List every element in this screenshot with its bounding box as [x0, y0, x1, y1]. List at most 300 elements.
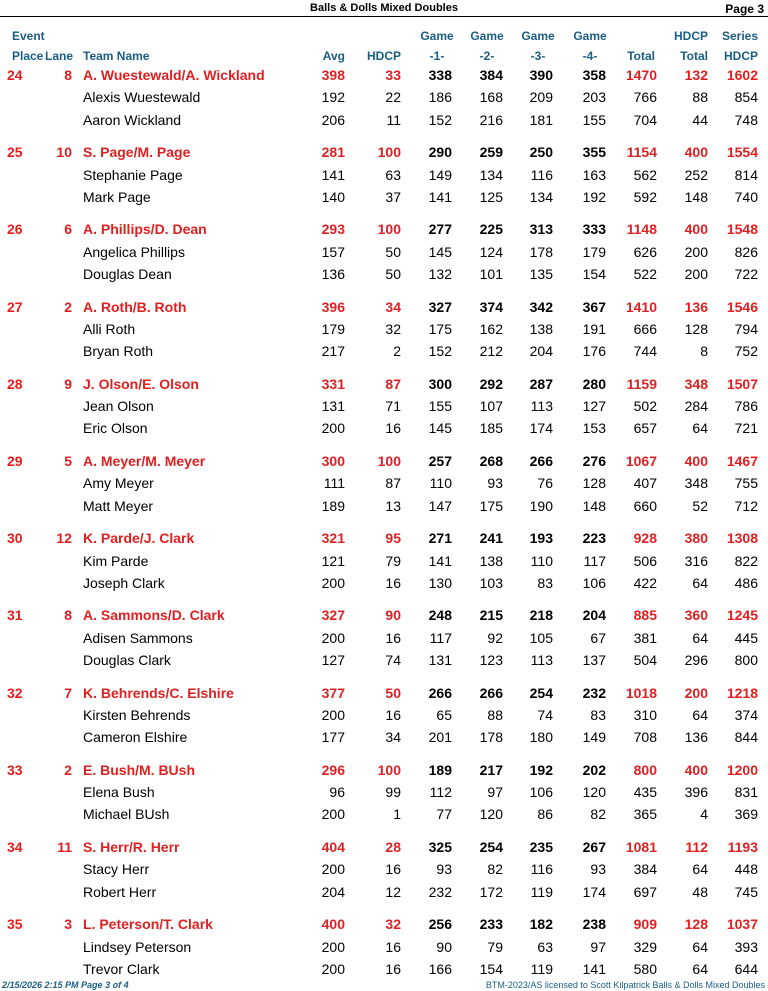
bowler-hdcp: 2: [393, 343, 401, 360]
bowler-row: [0, 783, 768, 805]
bowler-g4: 148: [582, 497, 606, 514]
bowler-g1: 152: [428, 111, 452, 128]
bowler-avg: 200: [321, 938, 345, 955]
bowler-g4: 127: [582, 398, 606, 415]
team-name: A. Sammons/D. Clark: [83, 607, 225, 624]
bowler-g3: 113: [530, 652, 553, 668]
bowler-total: 502: [633, 398, 657, 415]
team-hdcp-total: 136: [684, 298, 708, 315]
bowler-series: 748: [734, 111, 758, 128]
team-avg: 300: [321, 453, 345, 469]
col-game2-top: Game: [470, 29, 504, 43]
bowler-hdcp-total: 284: [684, 398, 708, 415]
team-place: 34: [7, 839, 23, 855]
bowler-g2: 175: [479, 497, 503, 514]
bowler-avg: 141: [321, 166, 345, 183]
team-g1: 271: [428, 530, 452, 547]
bowler-avg: 111: [323, 475, 345, 492]
team-g3: 250: [529, 144, 553, 161]
team-hdcp: 50: [385, 684, 401, 701]
team-place: 24: [7, 67, 23, 83]
bowler-hdcp: 32: [385, 320, 401, 337]
team-place: 31: [7, 607, 23, 624]
bowler-g2: 123: [479, 652, 503, 668]
bowler-row: [0, 651, 768, 673]
bowler-series: 374: [734, 706, 758, 723]
team-hdcp-total: 360: [684, 607, 708, 624]
bowler-series: 800: [734, 652, 758, 668]
team-place: 25: [7, 144, 23, 161]
bowler-g4: 67: [590, 629, 606, 646]
team-name: L. Peterson/T. Clark: [83, 916, 213, 933]
bowler-total: 592: [633, 188, 657, 205]
bowler-avg: 189: [321, 497, 345, 514]
bowler-hdcp-total: 64: [692, 938, 708, 955]
bowler-series: 854: [734, 89, 758, 106]
bowler-hdcp: 16: [385, 960, 401, 977]
team-hdcp-total: 128: [684, 916, 708, 933]
bowler-series: 826: [734, 243, 758, 260]
team-place: 29: [7, 453, 23, 469]
bowler-row: [0, 860, 768, 882]
bowler-g3: 190: [529, 497, 553, 514]
bowler-g1: 93: [436, 861, 452, 878]
team-g2: 241: [479, 530, 503, 547]
bowler-name: Stephanie Page: [83, 166, 183, 183]
team-g1: 277: [428, 221, 452, 238]
team-series: 1308: [726, 530, 758, 547]
bowler-g4: 153: [582, 420, 606, 437]
bowler-hdcp: 11: [386, 111, 401, 128]
bowler-hdcp-total: 200: [684, 266, 708, 282]
team-g4: 276: [582, 453, 606, 469]
team-hdcp: 33: [385, 67, 401, 83]
bowler-series: 712: [734, 497, 758, 514]
bowler-g1: 201: [428, 729, 452, 746]
bowler-hdcp: 16: [385, 706, 401, 723]
team-hdcp-total: 348: [684, 375, 708, 392]
col-team-name: Team Name: [83, 49, 150, 63]
team-g4: 238: [582, 916, 606, 933]
bowler-row: [0, 342, 768, 364]
bowler-g1: 130: [428, 574, 452, 591]
team-name: S. Herr/R. Herr: [83, 839, 180, 855]
bowler-g2: 97: [487, 784, 503, 801]
bowler-name: Aaron Wickland: [83, 111, 182, 128]
bowler-g2: 134: [479, 166, 503, 183]
bowler-hdcp-total: 296: [684, 652, 708, 668]
team-g1: 290: [428, 144, 452, 161]
bowler-total: 504: [633, 652, 657, 668]
bowler-g2: 138: [479, 552, 503, 569]
bowler-g1: 110: [429, 475, 452, 492]
bowler-hdcp-total: 396: [684, 784, 708, 801]
bowler-series: 721: [734, 420, 758, 437]
bowler-row: [0, 960, 768, 982]
bowler-row: [0, 497, 768, 519]
team-place: 28: [7, 375, 23, 392]
footer-timestamp: 2/15/2026 2:15 PM Page 3 of 4: [2, 980, 129, 990]
bowler-row: [0, 397, 768, 419]
team-total: 1067: [625, 453, 657, 469]
bowler-row: [0, 320, 768, 342]
bowler-g3: 63: [537, 938, 553, 955]
bowler-g2: 178: [479, 729, 503, 746]
team-lane: 10: [56, 144, 72, 161]
team-g4: 333: [582, 221, 606, 238]
bowler-g3: 174: [529, 420, 553, 437]
bowler-g3: 119: [530, 960, 553, 977]
bowler-avg: 200: [321, 574, 345, 591]
bowler-avg: 192: [321, 89, 345, 106]
bowler-g4: 203: [582, 89, 606, 106]
bowler-name: Robert Herr: [83, 883, 157, 900]
team-row: [0, 298, 768, 320]
team-avg: 377: [321, 684, 345, 701]
bowler-hdcp: 50: [385, 243, 401, 260]
team-g3: 266: [529, 453, 553, 469]
team-g2: 225: [479, 221, 503, 238]
bowler-hdcp: 13: [385, 497, 401, 514]
bowler-total: 562: [633, 166, 657, 183]
team-g2: 259: [479, 144, 503, 161]
team-place: 33: [7, 761, 23, 778]
team-total: 885: [633, 607, 657, 624]
team-g2: 374: [479, 298, 503, 315]
report-title: Balls & Dolls Mixed Doubles: [310, 2, 458, 14]
team-g2: 217: [479, 761, 503, 778]
bowler-hdcp: 63: [385, 166, 401, 183]
col-hdcp-total: Total: [680, 49, 708, 63]
bowler-g2: 168: [479, 89, 503, 106]
bowler-hdcp: 16: [385, 420, 401, 437]
team-series: 1546: [726, 298, 758, 315]
team-g3: 342: [529, 298, 553, 315]
team-avg: 327: [321, 607, 345, 624]
team-row: [0, 220, 768, 242]
team-lane: 3: [64, 916, 72, 933]
team-series: 1554: [726, 144, 758, 161]
team-g1: 256: [428, 916, 452, 933]
team-hdcp-total: 200: [684, 684, 708, 701]
team-hdcp: 32: [385, 916, 401, 933]
bowler-row: [0, 728, 768, 750]
bowler-g3: 119: [530, 883, 553, 900]
bowler-g1: 131: [428, 652, 452, 668]
bowler-g2: 79: [487, 938, 503, 955]
title-divider: [0, 16, 768, 17]
bowler-total: 422: [633, 574, 657, 591]
bowler-g4: 97: [590, 938, 606, 955]
team-total: 1470: [625, 67, 657, 83]
col-game3-top: Game: [521, 29, 555, 43]
bowler-total: 697: [633, 883, 657, 900]
team-hdcp: 87: [385, 375, 401, 392]
bowler-g2: 101: [479, 266, 503, 282]
bowler-series: 740: [734, 188, 758, 205]
team-g1: 248: [428, 607, 452, 624]
bowler-g1: 117: [429, 629, 452, 646]
bowler-row: [0, 474, 768, 496]
team-g4: 367: [582, 298, 606, 315]
bowler-row: [0, 166, 768, 188]
bowler-g3: 181: [529, 111, 553, 128]
bowler-hdcp: 74: [385, 652, 401, 668]
bowler-hdcp: 99: [385, 784, 401, 801]
team-place: 30: [7, 530, 23, 547]
bowler-hdcp-total: 128: [684, 320, 708, 337]
bowler-row: [0, 111, 768, 133]
team-row: [0, 143, 768, 165]
bowler-g4: 137: [582, 652, 606, 668]
team-g1: 338: [428, 67, 452, 83]
bowler-avg: 200: [321, 960, 345, 977]
bowler-g3: 138: [529, 320, 553, 337]
team-g2: 266: [479, 684, 503, 701]
team-hdcp-total: 380: [684, 530, 708, 547]
team-g4: 280: [582, 375, 606, 392]
bowler-g1: 166: [428, 960, 452, 977]
bowler-total: 365: [633, 806, 657, 823]
col-game1-top: Game: [420, 29, 454, 43]
footer-license: BTM-2023/AS licensed to Scott Kilpatrick Balls & Dolls Mixed Doubles: [485, 980, 765, 990]
bowler-row: [0, 265, 768, 287]
bowler-hdcp: 71: [385, 398, 401, 415]
col-game2: -2-: [479, 49, 495, 63]
bowler-g1: 141: [428, 552, 452, 569]
team-hdcp: 100: [377, 761, 401, 778]
bowler-hdcp-total: 64: [692, 861, 708, 878]
team-hdcp: 95: [385, 530, 401, 547]
team-g4: 223: [582, 530, 606, 547]
bowler-g1: 186: [428, 89, 452, 106]
team-name: K. Behrends/C. Elshire: [83, 684, 234, 701]
bowler-g3: 134: [529, 188, 553, 205]
team-avg: 293: [321, 221, 345, 238]
bowler-hdcp-total: 52: [692, 497, 708, 514]
bowler-total: 384: [633, 861, 657, 878]
bowler-g1: 147: [428, 497, 452, 514]
bowler-series: 722: [734, 266, 758, 282]
bowler-g2: 154: [479, 960, 503, 977]
bowler-g1: 145: [428, 243, 452, 260]
bowler-g3: 86: [537, 806, 553, 823]
bowler-g2: 124: [479, 243, 503, 260]
team-g4: 358: [582, 67, 606, 83]
bowler-hdcp-total: 136: [684, 729, 708, 746]
bowler-series: 752: [734, 343, 758, 360]
team-name: A. Roth/B. Roth: [83, 298, 187, 315]
team-g4: 267: [582, 839, 606, 855]
bowler-total: 660: [633, 497, 657, 514]
team-row: [0, 606, 768, 628]
team-hdcp-total: 400: [684, 761, 708, 778]
bowler-name: Matt Meyer: [83, 497, 154, 514]
col-lane: Lane: [45, 49, 74, 63]
bowler-hdcp-total: 64: [692, 574, 708, 591]
team-g3: 390: [529, 67, 553, 83]
team-series: 1245: [726, 607, 758, 624]
team-g3: 254: [529, 684, 553, 701]
bowler-g3: 180: [529, 729, 553, 746]
bowler-g4: 179: [582, 243, 606, 260]
bowler-hdcp-total: 64: [692, 960, 708, 977]
team-lane: 6: [64, 221, 72, 238]
team-series: 1602: [726, 67, 758, 83]
bowler-g4: 176: [582, 343, 606, 360]
bowler-g4: 93: [590, 861, 606, 878]
team-total: 1154: [626, 144, 657, 161]
bowler-avg: 136: [321, 266, 345, 282]
bowler-series: 393: [734, 938, 758, 955]
bowler-hdcp-total: 348: [684, 475, 708, 492]
bowler-g4: 117: [583, 552, 606, 569]
bowler-row: [0, 88, 768, 110]
bowler-g4: 82: [590, 806, 606, 823]
team-total: 1081: [625, 839, 657, 855]
bowler-g4: 106: [582, 574, 606, 591]
bowler-hdcp: 16: [385, 629, 401, 646]
team-hdcp: 100: [377, 453, 401, 469]
team-total: 928: [633, 530, 657, 547]
bowler-hdcp: 79: [385, 552, 401, 569]
bowler-hdcp: 16: [385, 574, 401, 591]
bowler-g1: 145: [428, 420, 452, 437]
bowler-avg: 200: [321, 861, 345, 878]
bowler-avg: 177: [321, 729, 345, 746]
bowler-g4: 191: [582, 320, 606, 337]
team-avg: 281: [321, 144, 345, 161]
team-series: 1200: [726, 761, 758, 778]
team-row: [0, 761, 768, 783]
bowler-g2: 120: [479, 806, 503, 823]
team-g2: 233: [479, 916, 503, 933]
bowler-avg: 200: [321, 420, 345, 437]
bowler-total: 580: [633, 960, 657, 977]
bowler-g1: 132: [428, 266, 452, 282]
team-g3: 218: [529, 607, 553, 624]
bowler-g1: 232: [428, 883, 452, 900]
col-hdcp: HDCP: [366, 49, 401, 63]
bowler-g1: 155: [428, 398, 452, 415]
bowler-name: Adisen Sammons: [83, 629, 193, 646]
team-g3: 192: [529, 761, 553, 778]
team-g2: 292: [479, 375, 503, 392]
bowler-series: 644: [734, 960, 758, 977]
bowler-series: 369: [734, 806, 758, 823]
bowler-g4: 83: [590, 706, 606, 723]
bowler-row: [0, 552, 768, 574]
team-total: 1018: [625, 684, 657, 701]
team-place: 32: [7, 684, 23, 701]
bowler-series: 745: [734, 883, 758, 900]
bowler-total: 704: [633, 111, 657, 128]
team-row: [0, 375, 768, 397]
bowler-g1: 141: [428, 188, 452, 205]
bowler-g4: 149: [582, 729, 606, 746]
bowler-avg: 121: [321, 552, 345, 569]
team-avg: 296: [321, 761, 345, 778]
team-g1: 257: [428, 453, 452, 469]
team-lane: 8: [64, 607, 72, 624]
bowler-g4: 192: [582, 188, 606, 205]
bowler-total: 666: [633, 320, 657, 337]
bowler-g4: 174: [582, 883, 606, 900]
bowler-g3: 74: [537, 706, 553, 723]
bowler-hdcp-total: 148: [684, 188, 708, 205]
team-row: [0, 529, 768, 551]
team-g4: 204: [582, 607, 606, 624]
bowler-g3: 135: [529, 266, 553, 282]
bowler-avg: 217: [321, 343, 345, 360]
team-hdcp-total: 400: [684, 144, 708, 161]
bowler-hdcp-total: 64: [692, 706, 708, 723]
bowler-name: Douglas Dean: [83, 266, 172, 282]
team-lane: 9: [64, 375, 72, 392]
bowler-total: 657: [633, 420, 657, 437]
bowler-series: 794: [734, 320, 758, 337]
bowler-hdcp: 87: [385, 475, 401, 492]
bowler-hdcp-total: 316: [684, 552, 708, 569]
bowler-g1: 175: [428, 320, 452, 337]
bowler-name: Trevor Clark: [83, 960, 160, 977]
bowler-hdcp-total: 200: [684, 243, 708, 260]
team-hdcp-total: 112: [685, 839, 708, 855]
bowler-row: [0, 805, 768, 827]
bowler-g3: 116: [530, 861, 553, 878]
bowler-total: 329: [633, 938, 657, 955]
bowler-series: 814: [734, 166, 758, 183]
bowler-row: [0, 419, 768, 441]
bowler-g3: 105: [529, 629, 553, 646]
bowler-name: Douglas Clark: [83, 652, 171, 668]
team-avg: 321: [321, 530, 345, 547]
team-total: 1159: [626, 375, 657, 392]
bowler-g4: 120: [582, 784, 606, 801]
bowler-g3: 110: [530, 552, 553, 569]
bowler-row: [0, 243, 768, 265]
team-g2: 215: [479, 607, 503, 624]
team-hdcp: 90: [385, 607, 401, 624]
bowler-hdcp: 16: [385, 861, 401, 878]
team-g2: 268: [479, 453, 503, 469]
bowler-g2: 93: [487, 475, 503, 492]
bowler-g3: 178: [529, 243, 553, 260]
col-avg: Avg: [322, 49, 345, 63]
bowler-g2: 162: [479, 320, 503, 337]
bowler-g2: 185: [479, 420, 503, 437]
team-g4: 232: [582, 684, 606, 701]
bowler-hdcp: 34: [385, 729, 401, 746]
team-lane: 12: [56, 530, 72, 547]
team-lane: 2: [64, 761, 72, 778]
bowler-hdcp: 37: [385, 188, 401, 205]
bowler-row: [0, 629, 768, 651]
col-place: Place: [12, 49, 44, 63]
bowler-name: Kirsten Behrends: [83, 706, 191, 723]
team-g1: 325: [428, 839, 452, 855]
bowler-avg: 200: [321, 706, 345, 723]
bowler-hdcp-total: 64: [692, 629, 708, 646]
team-name: J. Olson/E. Olson: [83, 375, 199, 392]
team-row: [0, 838, 768, 860]
bowler-g3: 209: [529, 89, 553, 106]
team-g1: 189: [428, 761, 452, 778]
team-series: 1037: [726, 916, 758, 933]
bowler-name: Cameron Elshire: [83, 729, 188, 746]
bowler-hdcp: 1: [393, 806, 401, 823]
bowler-series: 786: [734, 398, 758, 415]
